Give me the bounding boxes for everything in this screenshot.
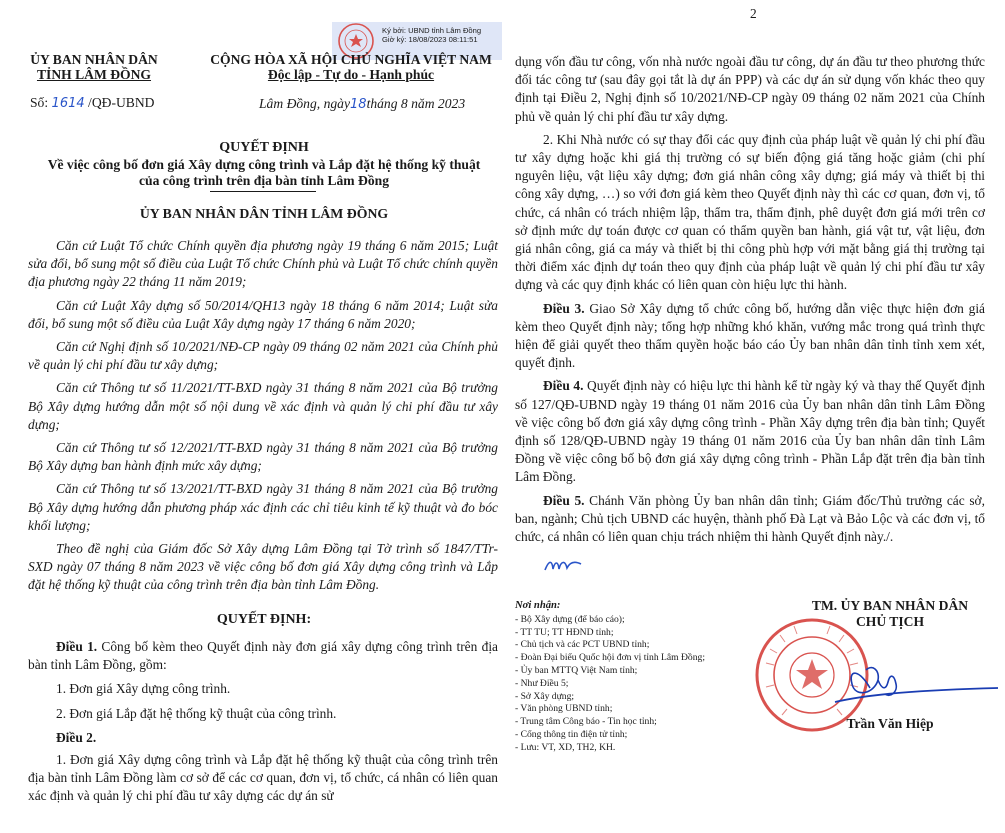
place-date-day: 18 bbox=[350, 97, 367, 112]
right-column bbox=[515, 53, 985, 546]
legal-basis-2: Căn cứ Luật Xây dựng số 50/2014/QH13 ngày 18 tháng 6 năm 2014; Luật sửa đổi, bổ sung một số điều của Luật Xây dựng ngày 17 tháng 6 năm 2020; bbox=[28, 297, 498, 331]
recipients-heading: Nơi nhận: bbox=[515, 600, 561, 611]
article-5-label: Điều 5. bbox=[543, 492, 585, 508]
recipient-item: - Như Điều 5; bbox=[515, 677, 569, 689]
digital-signature-signer: Ký bởi: UBND tỉnh Lâm Đồng bbox=[382, 26, 482, 35]
issuing-authority-line2: TỈNH LÂM ĐỒNG bbox=[36, 67, 152, 82]
article-5 bbox=[515, 492, 985, 547]
signer-name: Trần Văn Hiệp bbox=[846, 716, 934, 731]
issuing-authority-line1: ỦY BAN NHÂN DÂN bbox=[30, 52, 158, 67]
recipient-item: - Bộ Xây dựng (để báo cáo); bbox=[515, 613, 625, 625]
document-subject-line1: Về việc công bố đơn giá Xây dựng công trình và Lắp đặt hệ thống kỹ thuật bbox=[47, 157, 481, 172]
article-2-paragraph-1-start: 1. Đơn giá Xây dựng công trình và Lắp đặt hệ thống kỹ thuật của công trình trên địa bàn tỉnh Lâm Đồng làm cơ sở để các cơ quan, đơn vị, tổ chức, cá nhân có liên quan xác định và quản lý chi phí đầu tư xây dựng các dự án sử bbox=[28, 752, 498, 804]
recipient-item: - Chủ tịch và các PCT UBND tỉnh; bbox=[515, 639, 650, 651]
title-divider bbox=[210, 191, 316, 192]
signature-title-line1: TM. ỦY BAN NHÂN DÂN bbox=[811, 598, 969, 613]
document-type-heading: QUYẾT ĐỊNH bbox=[219, 140, 309, 155]
article-2-paragraph-2: 2. Khi Nhà nước có sự thay đổi các quy định của pháp luật về quản lý chi phí đầu tư xây dựng hoặc khi giá thị trường có sự biến động giá tăng hoặc giảm (chi phí nguyên liệu, vật liệu xây dựng; đơn giá nhân công xây dựng; giá máy và thiết bị thi công xây dựng, …) so với đơn giá kèm theo Quyết định này thì các cơ quan, đơn vị, tổ chức, cá nhân có trách nhiệm lập, thẩm tra, thẩm định, phê duyệt đơn giá mới trên cơ sở định mức dự toán được cơ quan có thẩm quyền ban hành, giá vật tư, vật liệu, đơn giá nhân công, giá ca máy và thiết bị thi công phù hợp với mặt bằng giá thị trường tại thời điểm xác định dự toán theo quy định của pháp luật về quản lý chi phí đầu tư xây dựng và các quy định khác có liên quan còn hiệu lực thi hành. bbox=[515, 131, 985, 293]
document-number-suffix: /QĐ-UBND bbox=[88, 95, 155, 110]
issuing-authority bbox=[18, 52, 170, 82]
legal-basis-1: Căn cứ Luật Tổ chức Chính quyền địa phương ngày 19 tháng 6 năm 2015; Luật sửa đổi, bổ sung một số điều của Luật Tổ chức Chính phủ và Luật Tổ chức chính quyền địa phương ngày 22 tháng 11 năm 2019; bbox=[28, 238, 498, 290]
document-subject bbox=[20, 157, 508, 189]
recipient-item: - Đoàn Đại biểu Quốc hội đơn vị tỉnh Lâm Đồng; bbox=[515, 652, 705, 664]
recipient-item: - TT TU; TT HĐND tỉnh; bbox=[515, 626, 614, 638]
document-number-value: 1614 bbox=[51, 96, 85, 111]
recipient-item: - Sở Xây dựng; bbox=[515, 690, 575, 702]
article-3-label: Điều 3. bbox=[543, 300, 585, 316]
article-1 bbox=[28, 638, 498, 674]
national-motto bbox=[195, 52, 507, 82]
decision-heading: QUYẾT ĐỊNH: bbox=[216, 612, 312, 627]
article-1-block bbox=[28, 638, 498, 806]
recipient-item: - Ủy ban MTTQ Việt Nam tỉnh; bbox=[515, 664, 638, 676]
legal-basis-6: Căn cứ Thông tư số 13/2021/TT-BXD ngày 31 tháng 8 năm 2021 của Bộ trưởng Bộ Xây dựng hướng dẫn phương pháp xác định các chỉ tiêu kinh tế kỹ thuật và đo bóc khối lượng; bbox=[28, 481, 498, 533]
authority-heading: ỦY BAN NHÂN DÂN TỈNH LÂM ĐỒNG bbox=[139, 206, 389, 221]
national-motto-line2: Độc lập - Tự do - Hạnh phúc bbox=[267, 67, 435, 82]
recipient-item: - Văn phòng UBND tỉnh; bbox=[515, 703, 613, 715]
article-4 bbox=[515, 377, 985, 486]
recipient-item: - Lưu: VT, XD, TH2, KH. bbox=[515, 741, 616, 753]
signature-title-line2: CHỦ TỊCH bbox=[855, 614, 925, 629]
handwritten-signature-icon bbox=[830, 650, 1000, 720]
article-1-text: Công bố kèm theo Quyết định này đơn giá xây dựng công trình trên địa bàn tỉnh Lâm Đồng, gồm: bbox=[28, 639, 498, 673]
article-1-item-1: 1. Đơn giá Xây dựng công trình. bbox=[56, 681, 231, 697]
place-date-prefix: Lâm Đồng, ngày bbox=[259, 96, 351, 111]
article-2-paragraph-1-continued: dụng vốn đầu tư công, vốn nhà nước ngoài đầu tư công, dự án đầu tư theo phương thức đối tác công tư (sau đây gọi tắt là dự án PPP) và các dự án sử dụng vốn khác theo quy định tại Điều 2, Nghị định số 10/2021/NĐ-CP ngày 09 tháng 02 năm 2021 của Chính phủ về quản lý chi phí đầu tư xây dựng. bbox=[515, 54, 985, 124]
article-3 bbox=[515, 300, 985, 373]
document-subject-line2: của công trình trên địa bàn tỉnh Lâm Đồng bbox=[138, 173, 389, 188]
digital-signature-time: Giờ ký: 18/08/2023 08:11:51 bbox=[382, 35, 478, 44]
handwritten-initial-icon bbox=[543, 556, 583, 574]
document-number-label: Số: bbox=[30, 95, 49, 110]
place-date-month-year: tháng 8 năm 2023 bbox=[366, 96, 466, 111]
legal-basis-5: Căn cứ Thông tư số 12/2021/TT-BXD ngày 31 tháng 8 năm 2021 của Bộ trưởng Bộ Xây dựng ban hành định mức xây dựng; bbox=[28, 440, 498, 474]
article-1-label: Điều 1. bbox=[56, 639, 98, 654]
page-number: 2 bbox=[750, 6, 757, 21]
article-3-text: Giao Sở Xây dựng tổ chức công bố, hướng dẫn việc thực hiện đơn giá kèm theo Quyết định này; tổng hợp những khó khăn, vướng mắc trong quá trình thực hiện để giải quyết theo thẩm quyền hoặc báo cáo Ủy ban nhân dân tỉnh tỉnh xem xét, quyết định. bbox=[515, 300, 985, 371]
national-motto-line1: CỘNG HÒA XÃ HỘI CHỦ NGHĨA VIỆT NAM bbox=[210, 52, 492, 67]
article-4-text: Quyết định này có hiệu lực thi hành kể từ ngày ký và thay thế Quyết định số 127/QĐ-UBND ngày 19 tháng 01 năm 2016 của Ủy ban nhân dân tỉnh Lâm Đồng về việc công bố đơn giá xây dựng công trình - Phần Xây dựng trên địa bàn tỉnh; Quyết định số 128/QĐ-UBND ngày 19 tháng 01 năm 2016 của Ủy ban nhân dân tỉnh Lâm Đồng về việc công bố bộ đơn giá xây dựng công trình - Phần Lắp đặt trên địa bàn tỉnh Lâm Đồng. bbox=[515, 378, 985, 485]
place-and-date bbox=[259, 96, 465, 112]
legal-basis-3: Căn cứ Nghị định số 10/2021/NĐ-CP ngày 09 tháng 02 năm 2021 của Chính phủ về quản lý chi phí đầu tư xây dựng; bbox=[28, 339, 498, 373]
legal-basis-4: Căn cứ Thông tư số 11/2021/TT-BXD ngày 31 tháng 8 năm 2021 của Bộ trưởng Bộ Xây dựng hướng dẫn một số nội dung về xác định và quản lý chi phí đầu tư xây dựng; bbox=[28, 380, 498, 432]
article-5-text: Chánh Văn phòng Ủy ban nhân dân tỉnh; Giám đốc/Thủ trưởng các sở, ban, ngành; Chủ tịch UBND các huyện, thành phố Đà Lạt và Bảo Lộc và các đơn vị, tổ chức, cá nhân có liên quan chịu trách nhiệm thi hành Quyết định này./. bbox=[515, 492, 985, 545]
article-2-label: Điều 2. bbox=[56, 729, 97, 745]
legal-basis-7: Theo đề nghị của Giám đốc Sở Xây dựng Lâm Đồng tại Tờ trình số 1847/TTr-SXD ngày 07 tháng 8 năm 2023 về việc công bố đơn giá Xây dựng công trình và Lắp đặt hệ thống kỹ thuật của công trình trên địa bàn tỉnh Lâm Đồng. bbox=[28, 541, 498, 593]
recipient-item: - Cổng thông tin điện tử tỉnh; bbox=[515, 728, 628, 740]
article-4-label: Điều 4. bbox=[543, 378, 584, 394]
article-1-item-2: 2. Đơn giá Lắp đặt hệ thống kỹ thuật của công trình. bbox=[56, 705, 337, 721]
recipient-item: - Trung tâm Công báo - Tin học tỉnh; bbox=[515, 716, 657, 728]
document-number bbox=[30, 95, 155, 111]
left-column bbox=[28, 237, 498, 595]
recipients-block bbox=[515, 600, 775, 755]
